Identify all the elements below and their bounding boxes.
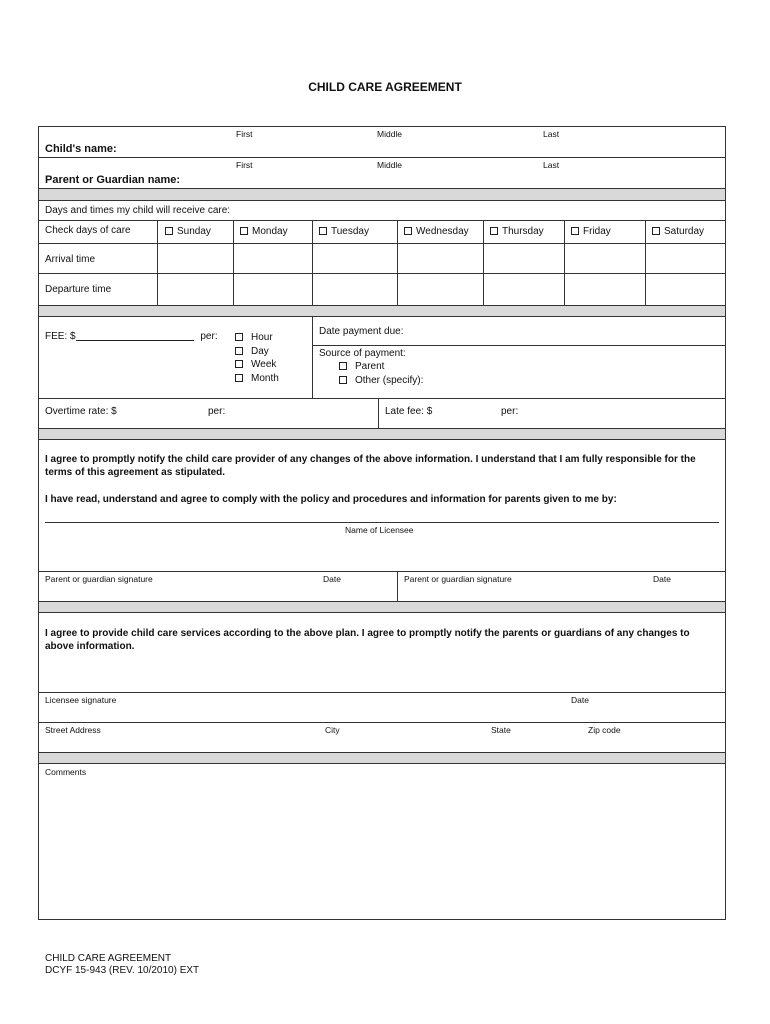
page-title: CHILD CARE AGREEMENT [308, 80, 462, 94]
agreement-form [38, 126, 726, 920]
per-option[interactable]: Week [235, 358, 279, 372]
checkbox-icon [571, 227, 579, 235]
parent-signature-label-1: Parent or guardian signature [45, 574, 153, 584]
parent-agreement-text: I agree to promptly notify the child care provider of any changes of the above information. I understand that I am fully responsible for the terms of this agreement as stipulated. [45, 454, 696, 478]
checkbox-icon [339, 362, 347, 370]
overtime-rate-label: Overtime rate: $ [45, 406, 117, 417]
checkbox-icon [652, 227, 660, 235]
section-divider [39, 428, 725, 440]
licensee-name-line[interactable] [45, 522, 719, 523]
checkbox-icon [240, 227, 248, 235]
schedule-intro: Days and times my child will receive care: [45, 205, 231, 216]
source-options [339, 360, 423, 387]
check-days-label: Check days of care [45, 225, 131, 236]
policy-agreement-text: I have read, understand and agree to comply with the policy and procedures and information for parents given to me by: [45, 494, 617, 505]
checkbox-icon [339, 376, 347, 384]
street-address-label: Street Address [45, 725, 101, 735]
checkbox-icon [235, 374, 243, 382]
licensee-name-label: Name of Licensee [345, 525, 414, 535]
parent-signature-field-1[interactable] [40, 585, 396, 601]
section-divider [39, 188, 725, 201]
day-label: Tuesday [331, 226, 369, 237]
form-footer [45, 953, 199, 977]
source-option-parent[interactable]: Parent [339, 360, 423, 374]
per-option[interactable]: Month [235, 372, 279, 386]
fee-label: FEE: $ [45, 331, 76, 342]
day-label: Thursday [502, 226, 544, 237]
parent-name-field[interactable] [229, 168, 719, 186]
day-monday-checkbox[interactable] [240, 226, 288, 237]
footer-form-number: DCYF 15-943 (REV. 10/2010) EXT [45, 965, 200, 976]
day-thursday-checkbox[interactable] [490, 226, 544, 237]
checkbox-icon [235, 360, 243, 368]
checkbox-icon [490, 227, 498, 235]
child-name-label: Child's name: [45, 143, 117, 155]
source-of-payment-label: Source of payment: [319, 348, 406, 359]
checkbox-icon [235, 347, 243, 355]
date-label-2: Date [653, 574, 671, 584]
parent-last-label: Last [543, 160, 560, 170]
checkbox-icon [319, 227, 327, 235]
comments-label: Comments [45, 767, 87, 777]
state-label: State [491, 725, 511, 735]
day-sunday-checkbox[interactable] [165, 226, 211, 237]
late-fee-label: Late fee: $ [385, 406, 433, 417]
fee-per-options [235, 331, 279, 385]
day-wednesday-checkbox[interactable] [404, 226, 469, 237]
late-fee-per-label: per: [501, 406, 519, 417]
zip-code-label: Zip code [588, 725, 621, 735]
day-label: Saturday [664, 226, 705, 237]
parent-middle-label: Middle [377, 160, 403, 170]
checkbox-icon [235, 333, 243, 341]
parent-first-label: First [236, 160, 253, 170]
footer-form-title: CHILD CARE AGREEMENT [45, 953, 172, 964]
source-option-other[interactable]: Other (specify): [339, 374, 423, 388]
date-payment-due-field[interactable] [313, 317, 725, 345]
day-label: Wednesday [416, 226, 469, 237]
overtime-per-label: per: [208, 406, 226, 417]
parent-signature-label-2: Parent or guardian signature [404, 574, 512, 584]
parent-name-label: Parent or Guardian name: [45, 174, 181, 186]
fee-per-label: per: [200, 331, 218, 342]
section-divider [39, 305, 725, 317]
licensee-signature-field[interactable] [40, 705, 724, 721]
day-friday-checkbox[interactable] [571, 226, 611, 237]
licensee-signature-label: Licensee signature [45, 695, 117, 705]
day-saturday-checkbox[interactable] [652, 226, 704, 237]
day-label: Sunday [177, 226, 211, 237]
licensee-agreement-text: I agree to provide child care services according to the above plan. I agree to promptly notify the parents or guardians of any changes to above information. [45, 628, 690, 652]
per-option[interactable]: Hour [235, 331, 279, 345]
departure-time-label: Departure time [45, 284, 112, 295]
fee-amount-line [76, 331, 194, 341]
child-last-label: Last [543, 129, 560, 139]
day-tuesday-checkbox[interactable] [319, 226, 369, 237]
day-label: Friday [583, 226, 611, 237]
day-label: Monday [252, 226, 288, 237]
section-divider [39, 601, 725, 613]
arrival-time-label: Arrival time [45, 254, 96, 265]
fee-field[interactable] [45, 331, 218, 342]
comments-field[interactable] [40, 779, 724, 917]
licensee-date-label: Date [571, 695, 589, 705]
child-first-label: First [236, 129, 253, 139]
child-middle-label: Middle [377, 129, 403, 139]
city-label: City [325, 725, 340, 735]
section-divider [39, 752, 725, 764]
parent-signature-field-2[interactable] [398, 585, 724, 601]
date-payment-due-label: Date payment due: [319, 326, 404, 337]
checkbox-icon [165, 227, 173, 235]
child-name-field[interactable] [189, 137, 719, 155]
date-label-1: Date [323, 574, 341, 584]
address-field[interactable] [40, 735, 724, 751]
checkbox-icon [404, 227, 412, 235]
per-option[interactable]: Day [235, 345, 279, 359]
